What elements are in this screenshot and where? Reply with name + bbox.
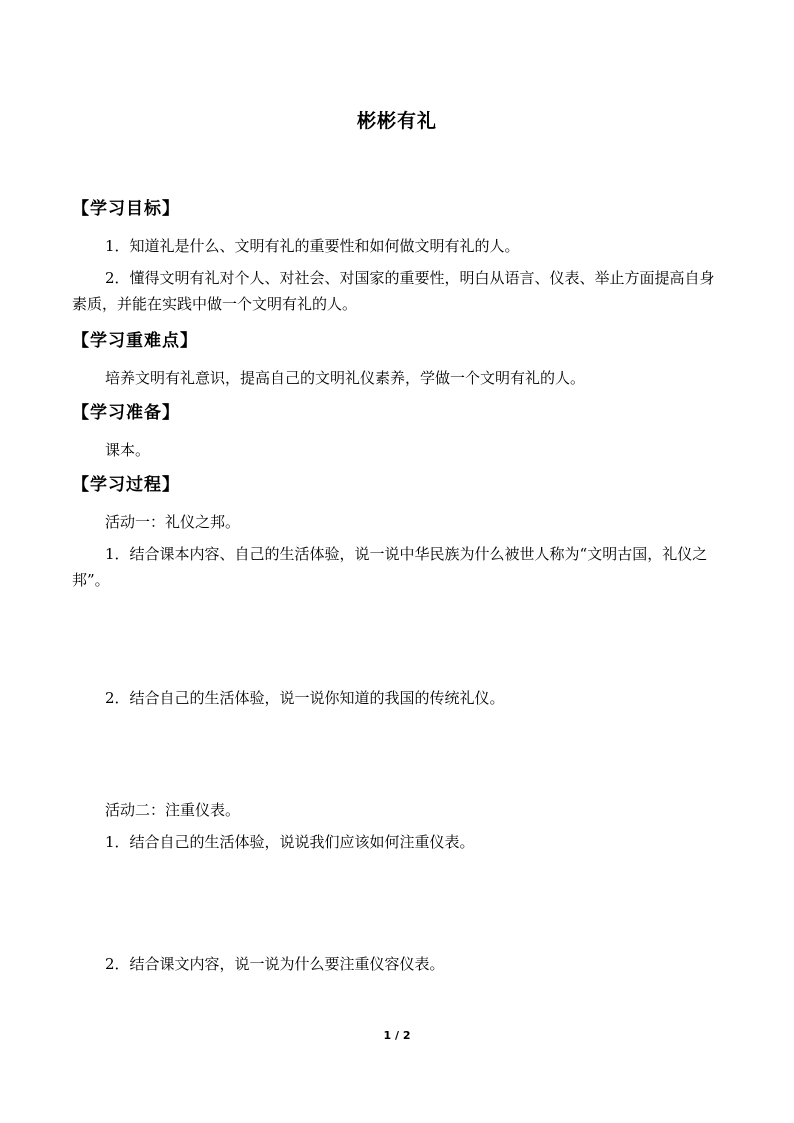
activity-1-question-2: 2．结合自己的生活体验，说一说你知道的我国的传统礼仪。	[105, 689, 505, 707]
activity-1-question-1: 1．结合课本内容、自己的生活体验，说一说中华民族为什么被世人称为“文明古国，礼仪之邦”。	[72, 545, 708, 589]
preparation-heading: 【学习准备】	[72, 403, 180, 423]
objective-item-1: 1．知道礼是什么、文明有礼的重要性和如何做文明有礼的人。	[105, 237, 520, 255]
document-title: 彬彬有礼	[356, 110, 437, 132]
objective-item-2: 2．懂得文明有礼对个人、对社会、对国家的重要性，明白从语言、仪表、举止方面提高自身素质，并能在实践中做一个文明有礼的人。	[72, 269, 715, 313]
activity-2-title: 活动二：注重仪表。	[105, 801, 241, 819]
activity-2-question-1: 1．结合自己的生活体验，说说我们应该如何注重仪表。	[105, 833, 475, 851]
process-heading: 【学习过程】	[72, 475, 180, 495]
objectives-heading: 【学习目标】	[72, 199, 180, 219]
key-points-heading: 【学习重难点】	[72, 331, 198, 351]
activity-1-title: 活动一：礼仪之邦。	[105, 513, 241, 531]
key-points-text: 培养文明有礼意识，提高自己的文明礼仪素养，学做一个文明有礼的人。	[105, 369, 586, 387]
activity-2-question-2: 2．结合课文内容，说一说为什么要注重仪容仪表。	[105, 955, 445, 973]
preparation-text: 课本。	[105, 441, 151, 459]
page-number: 1 / 2	[383, 1029, 411, 1042]
